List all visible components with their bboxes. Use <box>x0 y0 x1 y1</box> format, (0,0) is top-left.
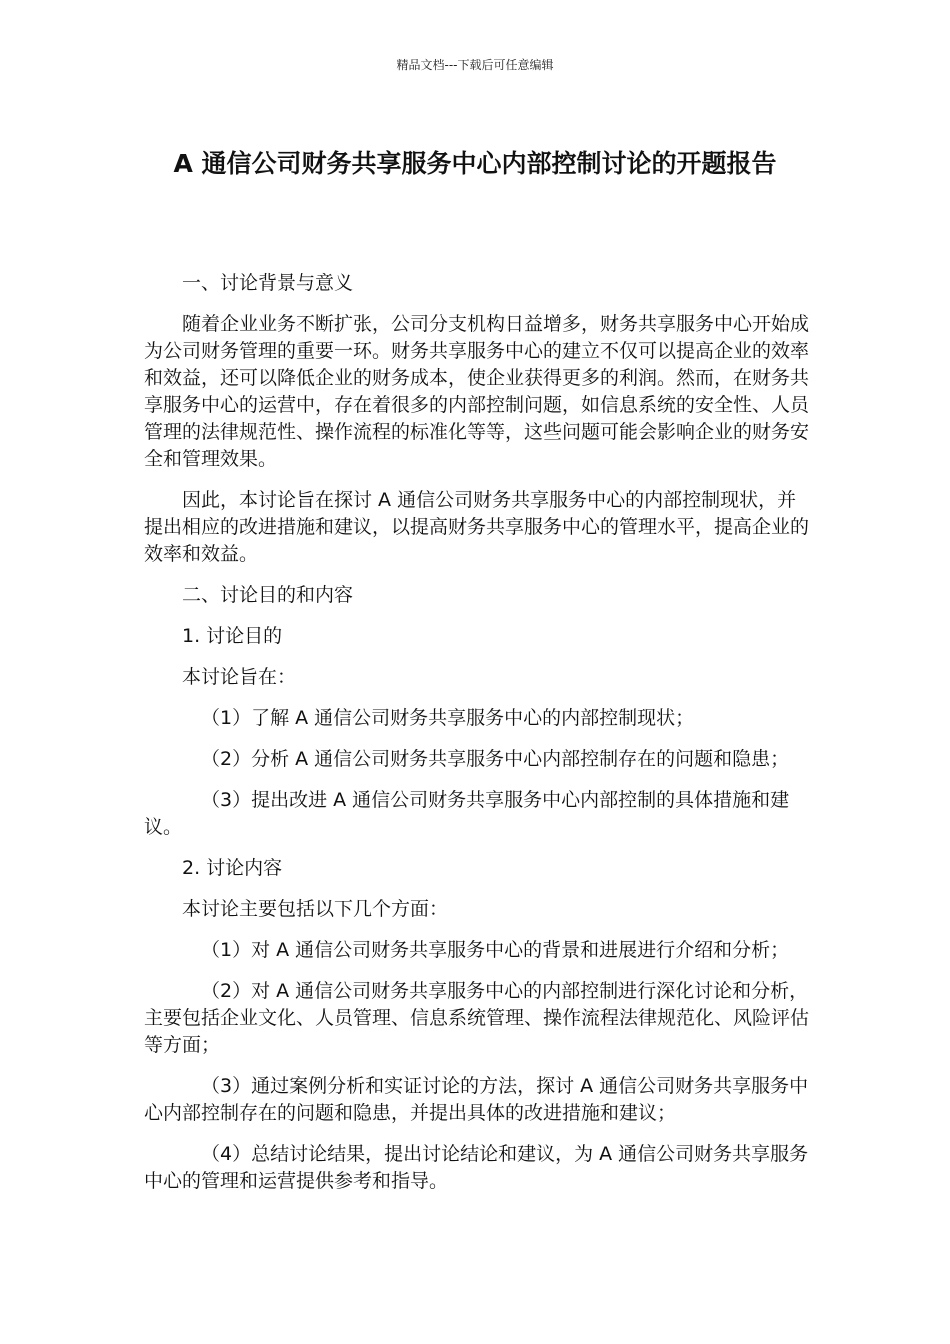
page-header: 精品文档---下载后可任意编辑 <box>396 58 554 72</box>
content-intro: 本讨论主要包括以下几个方面： <box>182 898 449 920</box>
content-item: （1）对 A 通信公司财务共享服务中心的背景和进展进行介绍和分析； <box>201 939 790 961</box>
subsection-heading-objectives: 1. 讨论目的 <box>182 625 283 647</box>
objective-item: （2）分析 A 通信公司财务共享服务中心内部控制存在的问题和隐患； <box>201 748 790 770</box>
document-title: A 通信公司财务共享服务中心内部控制讨论的开题报告 <box>173 149 777 178</box>
content-item: （3）通过案例分析和实证讨论的方法，探讨 A 通信公司财务共享服务中心内部控制存在的问题和隐患，并提出具体的改进措施和建议； <box>144 1075 809 1124</box>
document-body <box>144 270 814 1195</box>
objective-item: （1）了解 A 通信公司财务共享服务中心的内部控制现状； <box>201 707 695 729</box>
content-item: （2）对 A 通信公司财务共享服务中心的内部控制进行深化讨论和分析，主要包括企业文化、人员管理、信息系统管理、操作流程法律规范化、风险评估等方面； <box>144 980 810 1056</box>
section-heading-background: 一、讨论背景与意义 <box>182 272 354 294</box>
objectives-intro: 本讨论旨在： <box>182 666 297 688</box>
section-heading-objectives: 二、讨论目的和内容 <box>182 584 354 606</box>
paragraph-background: 随着企业业务不断扩张，公司分支机构日益增多，财务共享服务中心开始成为公司财务管理的重要一环。财务共享服务中心的建立不仅可以提高企业的效率和效益，还可以降低企业的财务成本，使企业获得更多的利润。然而，在财务共享服务中心的运营中，存在着很多的内部控制问题，如信息系统的安全性、人员管理的法律规范性、操作流程的标准化等等，这些问题可能会影响企业的财务安全和管理效果。 <box>144 313 810 470</box>
subsection-heading-content: 2. 讨论内容 <box>182 857 283 879</box>
paragraph-purpose: 因此，本讨论旨在探讨 A 通信公司财务共享服务中心的内部控制现状，并提出相应的改进措施和建议，以提高财务共享服务中心的管理水平，提高企业的效率和效益。 <box>144 489 810 565</box>
objective-item: （3）提出改进 A 通信公司财务共享服务中心内部控制的具体措施和建议。 <box>144 789 790 838</box>
content-item: （4）总结讨论结果，提出讨论结论和建议，为 A 通信公司财务共享服务中心的管理和运营提供参考和指导。 <box>144 1143 809 1192</box>
